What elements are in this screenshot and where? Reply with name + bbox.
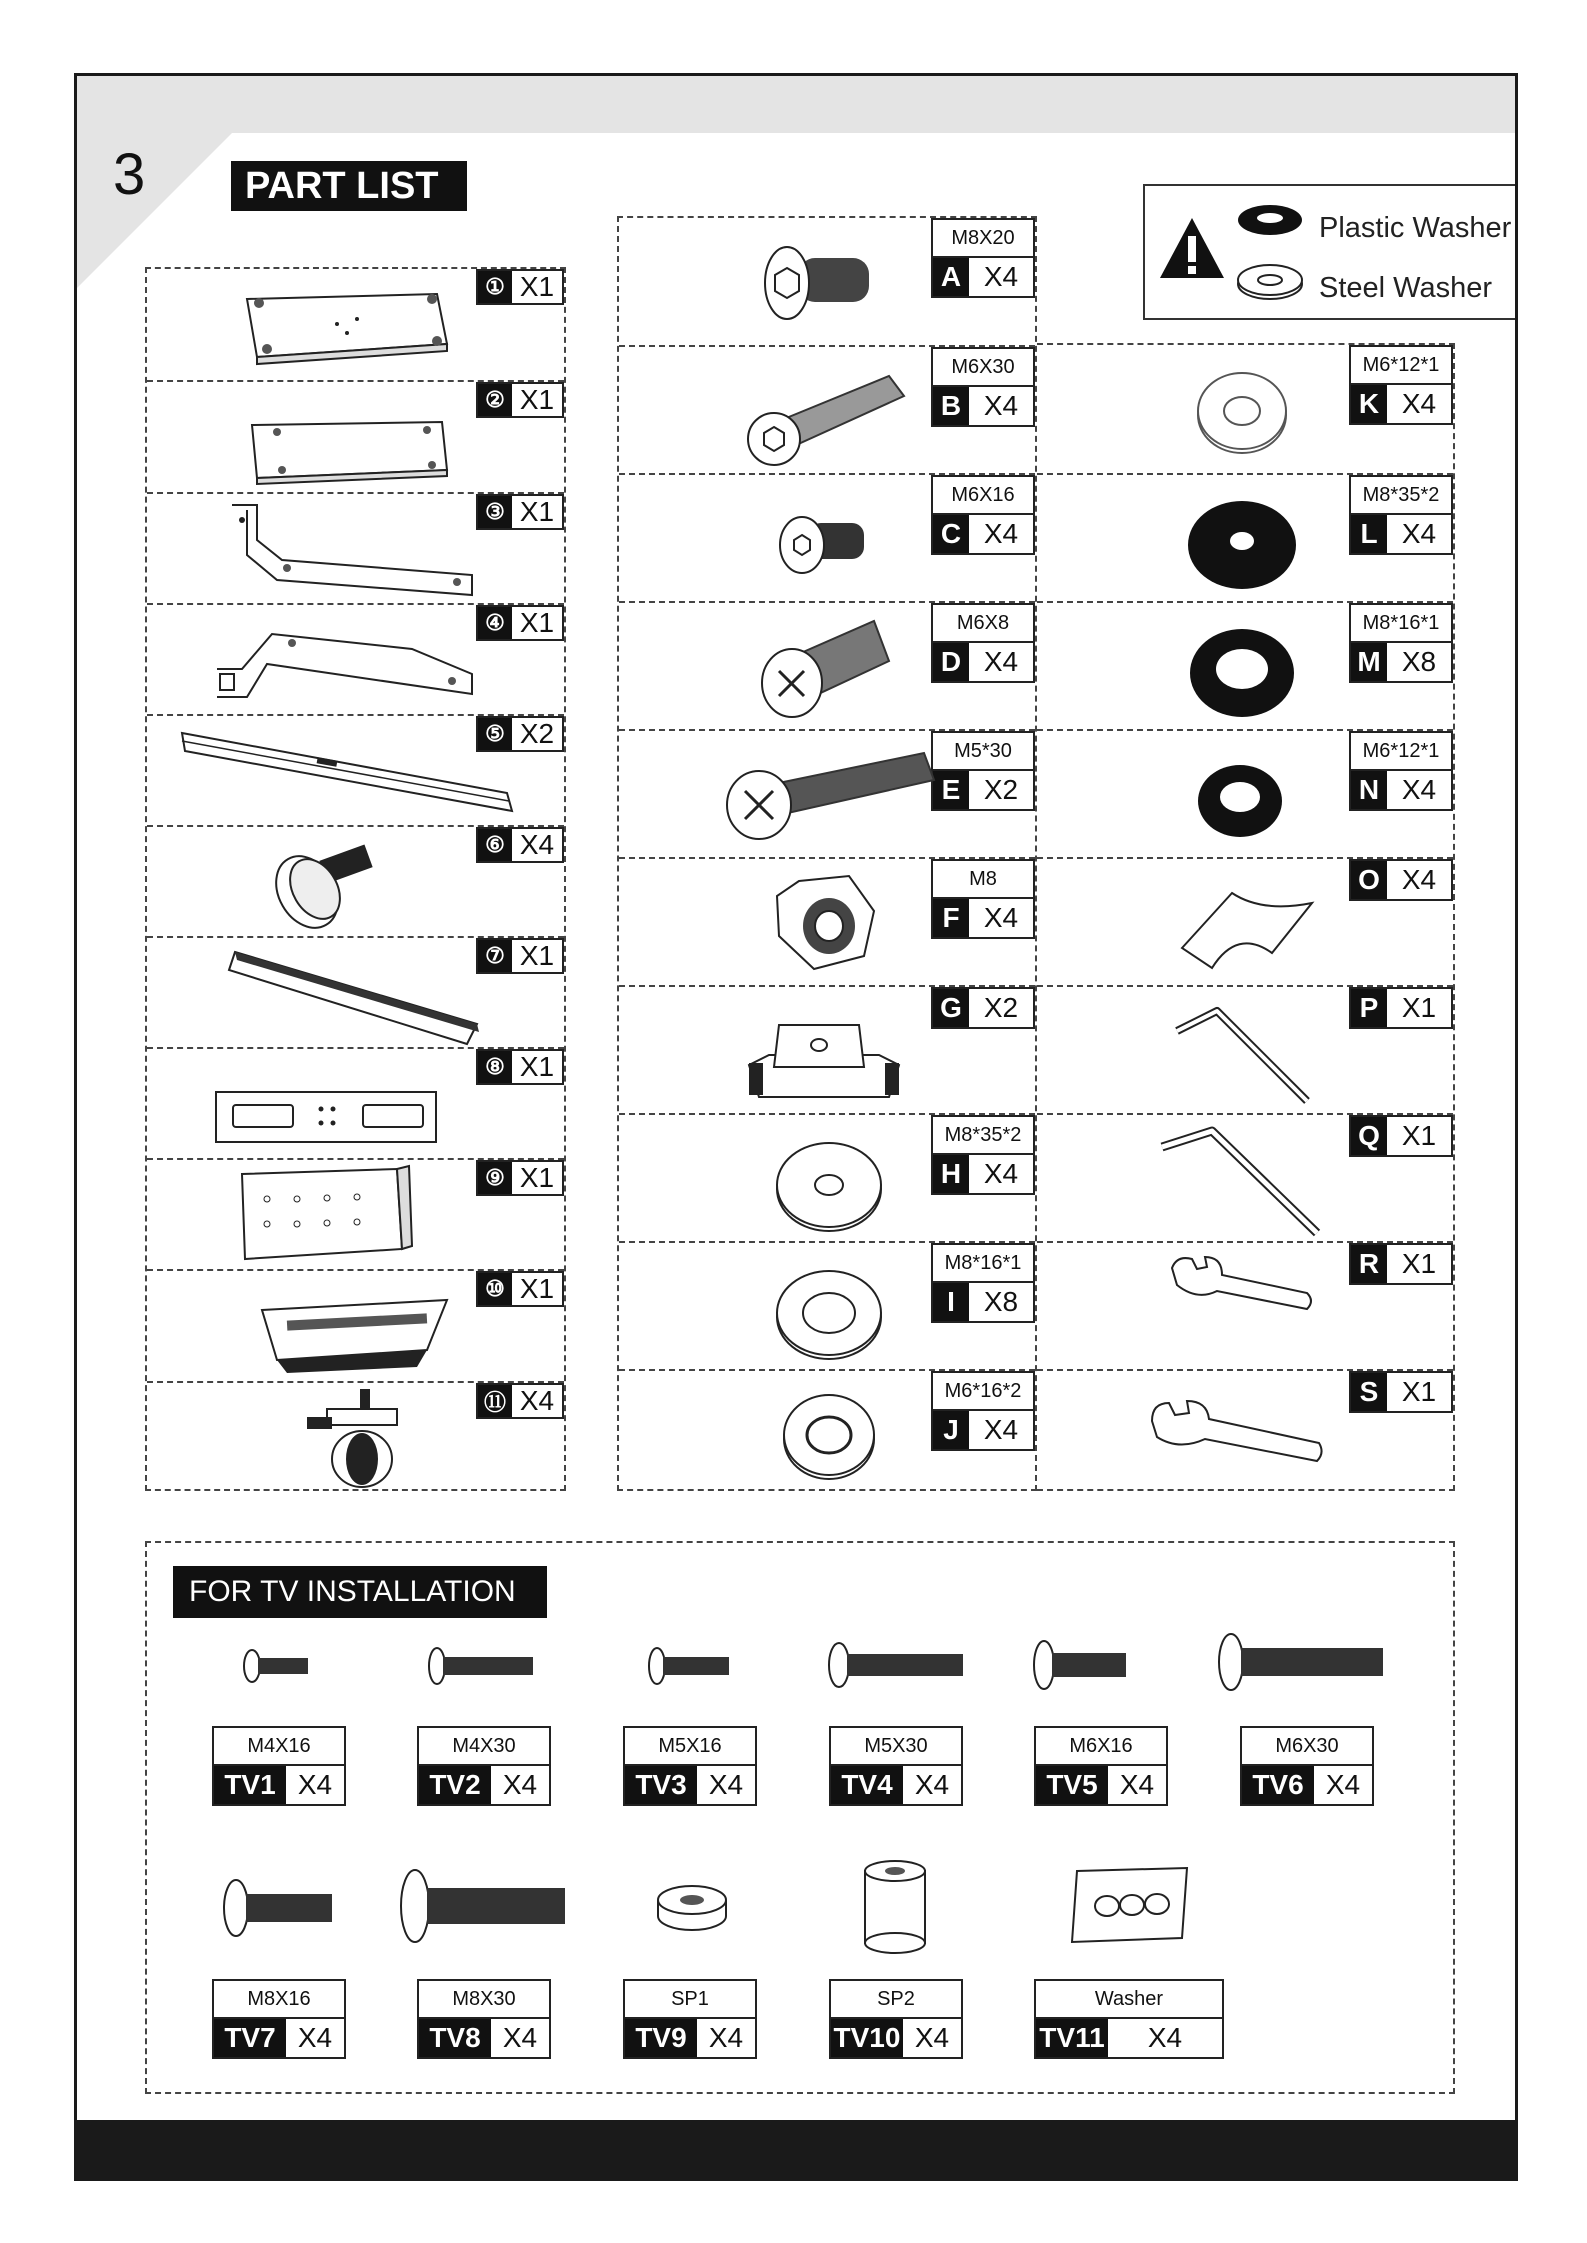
tv-tag-TV4 — [829, 1726, 963, 1806]
hw-qty: X4 — [1401, 518, 1437, 549]
tv-code: TV6 — [1242, 1766, 1314, 1804]
part-id: ① — [478, 271, 512, 303]
part-id: ③ — [478, 496, 512, 528]
part-row-11 — [147, 1381, 564, 1491]
numbered-parts-column — [145, 267, 566, 1491]
part-tag-6 — [476, 827, 564, 863]
bolt-B-icon — [739, 361, 909, 471]
part-id: ⑤ — [478, 718, 512, 750]
hw-tag-N — [1349, 731, 1453, 811]
tv-code: TV7 — [214, 2019, 286, 2057]
tv-size: M6X16 — [1036, 1728, 1166, 1766]
tv-size: M8X16 — [214, 1981, 344, 2019]
tv-qty: X4 — [297, 2022, 333, 2053]
hw-tag-O — [1349, 859, 1453, 901]
tv-code: TV9 — [625, 2019, 697, 2057]
hw-tag-F — [931, 859, 1035, 939]
hw-row-H — [619, 1113, 1035, 1241]
screw-TV8-icon — [399, 1866, 569, 1946]
hw-qty: X1 — [1401, 1120, 1437, 1151]
screw-TV4-icon — [827, 1640, 967, 1690]
tv-code: TV8 — [419, 2019, 491, 2057]
tv-size: M5X30 — [831, 1728, 961, 1766]
part-tag-2 — [476, 382, 564, 418]
hw-qty: X4 — [983, 902, 1019, 933]
washer-warning-box — [1143, 184, 1518, 320]
hw-tag-K — [1349, 345, 1453, 425]
hw-letter: F — [933, 899, 969, 937]
hw-size: M8X20 — [933, 220, 1033, 258]
hw-qty: X4 — [983, 646, 1019, 677]
tv-tag-TV9 — [623, 1979, 757, 2059]
hw-letter: R — [1351, 1245, 1387, 1283]
tv-tag-TV7 — [212, 1979, 346, 2059]
hw-row-G — [619, 985, 1035, 1113]
part-tag-4 — [476, 605, 564, 641]
corner-triangle — [77, 133, 232, 288]
part-tag-9 — [476, 1160, 564, 1196]
hw-size: M6*12*1 — [1351, 347, 1451, 385]
hw-size: M8*35*2 — [933, 1117, 1033, 1155]
washer-plate-TV11-icon — [1067, 1866, 1197, 1946]
tv-qty: X4 — [1325, 1769, 1361, 1800]
tv-qty: X4 — [914, 2022, 950, 2053]
hw-row-Q — [1037, 1113, 1453, 1241]
hw-qty: X2 — [983, 992, 1019, 1023]
tv-qty: X4 — [1119, 1769, 1155, 1800]
tv-code: TV3 — [625, 1766, 697, 1804]
hw-letter: Q — [1351, 1117, 1387, 1155]
hw-tag-E — [931, 731, 1035, 811]
part-qty: X1 — [519, 1273, 555, 1304]
part-qty: X1 — [519, 940, 555, 971]
washer-I-icon — [769, 1263, 889, 1363]
tv-qty: X4 — [502, 2022, 538, 2053]
hw-size: M8*16*1 — [933, 1245, 1033, 1283]
hw-tag-Q — [1349, 1115, 1453, 1157]
bolt-C-icon — [774, 505, 874, 585]
base-cover-icon — [257, 1295, 457, 1375]
part-id: ② — [478, 384, 512, 416]
tv-tag-TV6 — [1240, 1726, 1374, 1806]
hw-row-J — [619, 1369, 1035, 1491]
part-qty: X4 — [519, 829, 555, 860]
hw-size: M6X8 — [933, 605, 1033, 643]
part-qty: X1 — [519, 384, 555, 415]
washer-L-icon — [1182, 493, 1302, 593]
part-tag-3 — [476, 494, 564, 530]
spacer-SP1-icon — [654, 1884, 730, 1934]
hw-letter: H — [933, 1155, 969, 1193]
part-tag-8 — [476, 1049, 564, 1085]
part-id: ⑩ — [478, 1273, 512, 1305]
hw-row-I — [619, 1241, 1035, 1369]
clip-G-icon — [739, 1005, 909, 1105]
tv-code: TV10 — [831, 2019, 903, 2057]
hw-row-B — [619, 345, 1035, 473]
hw-tag-C — [931, 475, 1035, 555]
part-row-5 — [147, 714, 564, 825]
hw-row-K — [1037, 345, 1453, 473]
part-row-2 — [147, 380, 564, 492]
hw-letter: J — [933, 1411, 969, 1449]
header-band — [77, 76, 1515, 133]
hw-qty: X4 — [983, 1158, 1019, 1189]
tv-size: Washer — [1036, 1981, 1222, 2019]
tv-size: SP1 — [625, 1981, 755, 2019]
hex-key-P-icon — [1172, 1001, 1322, 1111]
steel-washer-label: Steel Washer — [1319, 272, 1492, 304]
hw-qty: X1 — [1401, 1376, 1437, 1407]
hw-letter: N — [1351, 771, 1387, 809]
hex-key-Q-icon — [1157, 1125, 1327, 1240]
tv-tag-TV3 — [623, 1726, 757, 1806]
base-plate-icon — [237, 289, 457, 369]
hw-qty: X8 — [983, 1286, 1019, 1317]
hw-letter: I — [933, 1283, 969, 1321]
hw-size: M6*12*1 — [1351, 733, 1451, 771]
footer-bar — [77, 2120, 1515, 2178]
wrench-S-icon — [1147, 1391, 1327, 1471]
warning-icon — [1157, 214, 1227, 284]
tv-code: TV11 — [1036, 2019, 1108, 2057]
part-list-title: PART LIST — [231, 161, 467, 211]
screw-TV1-icon — [242, 1646, 312, 1686]
part-row-3 — [147, 492, 564, 603]
hw-qty: X4 — [983, 390, 1019, 421]
hw-letter: O — [1351, 861, 1387, 899]
hw-tag-P — [1349, 987, 1453, 1029]
tv-tag-TV11 — [1034, 1979, 1224, 2059]
hardware-column-2 — [1037, 343, 1455, 1491]
screw-TV2-icon — [427, 1644, 537, 1688]
hw-tag-M — [1349, 603, 1453, 683]
hw-tag-L — [1349, 475, 1453, 555]
part-id: ④ — [478, 607, 512, 639]
part-qty: X2 — [519, 718, 555, 749]
tv-tag-TV5 — [1034, 1726, 1168, 1806]
hw-letter: C — [933, 515, 969, 553]
hw-row-R — [1037, 1241, 1453, 1369]
hw-qty: X4 — [1401, 388, 1437, 419]
caster-wheel-icon — [302, 1387, 412, 1491]
part-row-9 — [147, 1158, 564, 1269]
screw-TV7-icon — [222, 1876, 337, 1940]
part-row-4 — [147, 603, 564, 714]
hw-row-O — [1037, 857, 1453, 985]
hw-qty: X4 — [983, 518, 1019, 549]
hw-qty: X1 — [1401, 992, 1437, 1023]
part-row-7 — [147, 936, 564, 1047]
back-plate-icon — [237, 1164, 417, 1264]
part-row-8 — [147, 1047, 564, 1158]
plastic-washer-label: Plastic Washer — [1319, 212, 1512, 244]
bolt-E-icon — [719, 745, 939, 845]
tv-size: M4X16 — [214, 1728, 344, 1766]
spacer-SP2-icon — [860, 1856, 930, 1956]
hw-letter: G — [933, 989, 969, 1027]
hw-qty: X4 — [1401, 864, 1437, 895]
hw-tag-J — [931, 1371, 1035, 1451]
hw-row-L — [1037, 473, 1453, 601]
hw-letter: E — [933, 771, 969, 809]
tv-qty: X4 — [1147, 2022, 1183, 2053]
hw-letter: M — [1351, 643, 1387, 681]
washer-K-icon — [1192, 369, 1292, 459]
hw-tag-R — [1349, 1243, 1453, 1285]
tv-size: M6X30 — [1242, 1728, 1372, 1766]
hw-tag-G — [931, 987, 1035, 1029]
bracket-left-icon — [227, 500, 487, 600]
hw-tag-S — [1349, 1371, 1453, 1413]
tv-size: M5X16 — [625, 1728, 755, 1766]
tv-qty: X4 — [297, 1769, 333, 1800]
tv-code: TV2 — [419, 1766, 491, 1804]
screw-TV6-icon — [1217, 1630, 1387, 1694]
part-id: ⑨ — [478, 1162, 512, 1194]
hw-qty: X1 — [1401, 1248, 1437, 1279]
tv-tag-TV1 — [212, 1726, 346, 1806]
part-qty: X4 — [519, 1385, 555, 1416]
tv-qty: X4 — [708, 1769, 744, 1800]
part-row-1 — [147, 269, 564, 380]
hw-qty: X8 — [1401, 646, 1437, 677]
hw-size: M8 — [933, 861, 1033, 899]
tv-size: M8X30 — [419, 1981, 549, 2019]
hw-letter: P — [1351, 989, 1387, 1027]
hw-size: M6X30 — [933, 349, 1033, 387]
hw-row-E — [619, 729, 1035, 857]
bolt-A-icon — [759, 238, 879, 328]
tv-tag-TV8 — [417, 1979, 551, 2059]
screw-TV3-icon — [647, 1644, 737, 1688]
washer-N-icon — [1195, 757, 1285, 841]
tv-qty: X4 — [914, 1769, 950, 1800]
hw-row-N — [1037, 729, 1453, 857]
part-id: ⑧ — [478, 1051, 512, 1083]
washer-M-icon — [1182, 621, 1302, 721]
hw-letter: L — [1351, 515, 1387, 553]
page-frame — [74, 73, 1518, 2181]
part-tag-7 — [476, 938, 564, 974]
plastic-washer-icon — [1235, 200, 1305, 240]
rail-icon — [177, 721, 522, 821]
hw-row-A — [619, 218, 1035, 345]
steel-washer-icon — [1235, 260, 1305, 304]
hw-row-C — [619, 473, 1035, 601]
part-qty: X1 — [519, 1051, 555, 1082]
tv-code: TV1 — [214, 1766, 286, 1804]
spacer-clip-O-icon — [1172, 873, 1322, 973]
hw-qty: X2 — [983, 774, 1019, 805]
hw-row-F — [619, 857, 1035, 985]
hw-row-M — [1037, 601, 1453, 729]
hw-row-D — [619, 601, 1035, 729]
part-id: ⑦ — [478, 940, 512, 972]
part-tag-1 — [476, 269, 564, 305]
hw-qty: X4 — [983, 261, 1019, 292]
hw-tag-H — [931, 1115, 1035, 1195]
tv-tag-TV2 — [417, 1726, 551, 1806]
hw-letter: K — [1351, 385, 1387, 423]
cover-channel-icon — [227, 942, 487, 1046]
tv-size: SP2 — [831, 1981, 961, 2019]
washer-J-icon — [779, 1389, 879, 1485]
tv-code: TV5 — [1036, 1766, 1108, 1804]
tv-code: TV4 — [831, 1766, 903, 1804]
hw-size: M5*30 — [933, 733, 1033, 771]
part-qty: X1 — [519, 1162, 555, 1193]
mount-plate-icon — [247, 420, 457, 486]
tv-qty: X4 — [708, 2022, 744, 2053]
hw-letter: A — [933, 258, 969, 296]
tv-tag-TV10 — [829, 1979, 963, 2059]
hw-qty: X4 — [983, 1414, 1019, 1445]
hw-row-S — [1037, 1369, 1453, 1491]
hardware-column-1 — [617, 216, 1037, 1491]
part-row-10 — [147, 1269, 564, 1381]
tv-installation-title: FOR TV INSTALLATION — [173, 1566, 547, 1618]
tv-qty: X4 — [502, 1769, 538, 1800]
hw-size: M8*16*1 — [1351, 605, 1451, 643]
connector-plate-icon — [213, 1087, 443, 1151]
leveling-foot-icon — [267, 837, 387, 937]
hw-tag-I — [931, 1243, 1035, 1323]
hw-letter: D — [933, 643, 969, 681]
part-qty: X1 — [519, 607, 555, 638]
hw-qty: X4 — [1401, 774, 1437, 805]
hw-size: M6X16 — [933, 477, 1033, 515]
hw-tag-B — [931, 347, 1035, 427]
hw-tag-D — [931, 603, 1035, 683]
part-tag-11 — [476, 1383, 564, 1419]
nut-F-icon — [769, 871, 879, 979]
part-row-6 — [147, 825, 564, 936]
hw-size: M6*16*2 — [933, 1373, 1033, 1411]
hw-letter: S — [1351, 1373, 1387, 1411]
part-qty: X1 — [519, 496, 555, 527]
part-qty: X1 — [519, 271, 555, 302]
bolt-D-icon — [754, 611, 894, 726]
tv-size: M4X30 — [419, 1728, 549, 1766]
screw-TV5-icon — [1032, 1638, 1132, 1692]
wrench-R-icon — [1167, 1253, 1317, 1323]
bracket-right-icon — [212, 619, 482, 709]
hw-letter: B — [933, 387, 969, 425]
washer-H-icon — [769, 1135, 889, 1235]
hw-row-P — [1037, 985, 1453, 1113]
part-id: ⑥ — [478, 829, 512, 861]
page-number: 3 — [113, 142, 146, 207]
part-tag-10 — [476, 1271, 564, 1307]
part-id: ⑪ — [478, 1385, 512, 1417]
hw-tag-A — [931, 218, 1035, 298]
hw-size: M8*35*2 — [1351, 477, 1451, 515]
